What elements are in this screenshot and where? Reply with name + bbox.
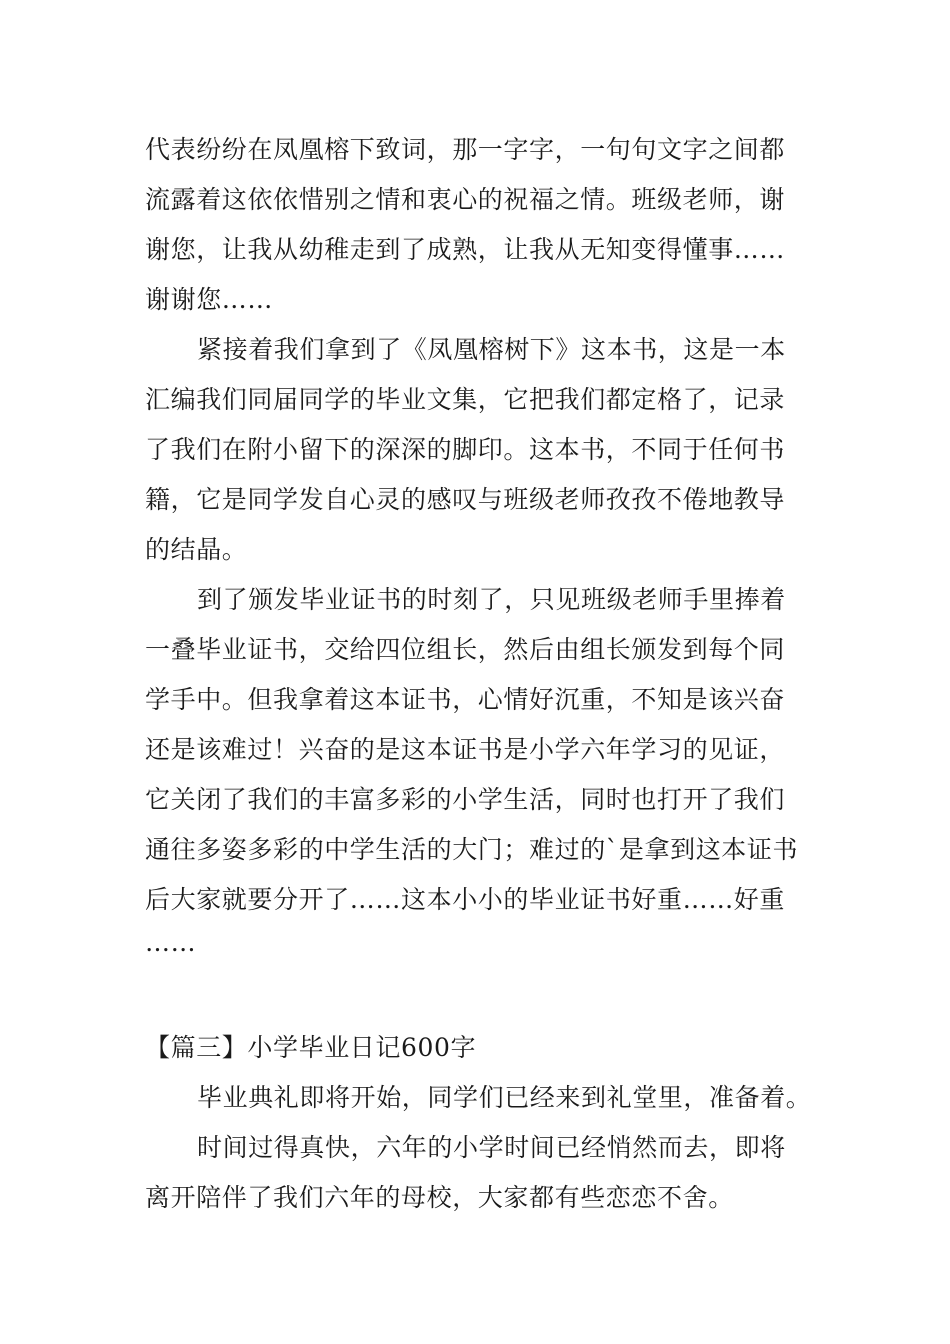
text-line: …… <box>145 928 197 957</box>
text-line: 谢谢您…… <box>145 285 274 314</box>
text-line: 流露着这依依惜别之情和衷心的祝福之情。班级老师，谢 <box>145 185 786 214</box>
text-line: 代表纷纷在凤凰榕下致词，那一字字，一句句文字之间都 <box>145 135 786 164</box>
text-line: 学手中。但我拿着这本证书，心情好沉重，不知是该兴奋 <box>145 685 786 714</box>
text-line: 还是该难过！兴奋的是这本证书是小学六年学习的见证， <box>145 735 786 764</box>
text-line: 离开陪伴了我们六年的母校，大家都有些恋恋不舍。 <box>145 1183 734 1212</box>
text-line: 后大家就要分开了……这本小小的毕业证书好重……好重 <box>145 885 786 914</box>
text-line: 了我们在附小留下的深深的脚印。这本书，不同于任何书 <box>145 435 786 464</box>
paragraph-first-line: 时间过得真快，六年的小学时间已经悄然而去，即将 <box>197 1133 786 1162</box>
text-line: 的结晶。 <box>145 535 248 564</box>
text-line: 通往多姿多彩的中学生活的大门；难过的`是拿到这本证书 <box>145 835 799 864</box>
text-line: 它关闭了我们的丰富多彩的小学生活，同时也打开了我们 <box>145 785 786 814</box>
text-line: 籍，它是同学发自心灵的感叹与班级老师孜孜不倦地教导 <box>145 485 786 514</box>
section-heading: 【篇三】小学毕业日记600字 <box>145 1033 477 1062</box>
paragraph-first-line: 毕业典礼即将开始，同学们已经来到礼堂里，准备着。 <box>197 1083 812 1112</box>
paragraph-first-line: 紧接着我们拿到了《凤凰榕树下》这本书，这是一本 <box>197 335 786 364</box>
text-line: 一叠毕业证书，交给四位组长，然后由组长颁发到每个同 <box>145 635 786 664</box>
text-line: 汇编我们同届同学的毕业文集，它把我们都定格了，记录 <box>145 385 786 414</box>
paragraph-first-line: 到了颁发毕业证书的时刻了，只见班级老师手里捧着 <box>197 585 786 614</box>
text-line: 谢您，让我从幼稚走到了成熟，让我从无知变得懂事…… <box>145 235 786 264</box>
